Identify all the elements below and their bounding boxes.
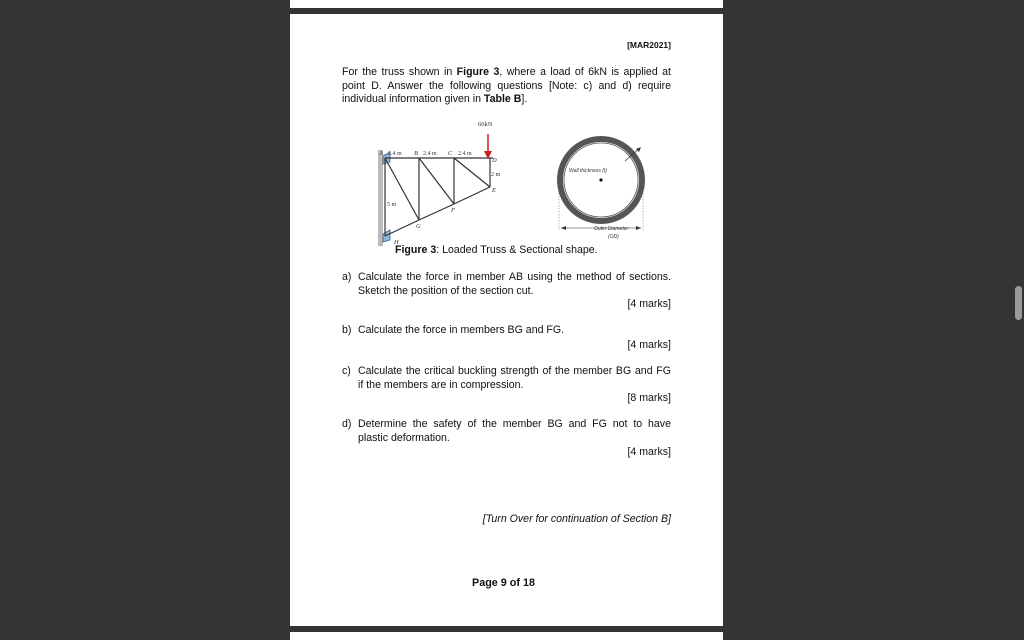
node-d-label: D — [492, 157, 497, 164]
support-h-icon — [383, 230, 390, 242]
figure-reference: Figure 3 — [456, 66, 500, 78]
load-label: 60kN — [478, 121, 493, 128]
question-c — [342, 365, 671, 392]
marks-d: [4 marks] — [627, 446, 671, 458]
node-a-label: A — [379, 150, 383, 157]
table-reference: Table B — [483, 93, 522, 105]
intro-text-3: ]. — [521, 93, 528, 105]
question-label: d) — [342, 418, 352, 430]
od-label: Outer Diameter — [594, 226, 629, 232]
intro-text-2: , where a load of 6kN is applied at point D. Answer the following questions [Note: c) and d) require individual information given in — [342, 66, 671, 105]
wall-thickness-label: Wall thickness (t) — [569, 168, 607, 174]
scrollbar-thumb[interactable] — [1015, 286, 1022, 320]
figure-caption — [395, 244, 598, 256]
question-b — [342, 324, 671, 338]
marks-a: [4 marks] — [627, 298, 671, 310]
question-text: Determine the safety of the member BG and FG not to have plastic deformation. — [358, 418, 671, 444]
question-d — [342, 418, 671, 445]
node-b-label: B — [414, 150, 418, 157]
turn-over-note: [Turn Over for continuation of Section B] — [482, 513, 671, 525]
wall-support — [378, 150, 383, 246]
truss-figure — [378, 118, 658, 248]
marks-c: [8 marks] — [627, 392, 671, 404]
question-intro — [342, 66, 671, 107]
marks-b: [4 marks] — [627, 339, 671, 351]
dim-de-label: 2 m — [491, 172, 501, 178]
question-label: b) — [342, 324, 352, 336]
question-label: c) — [342, 365, 351, 377]
node-h-label: H — [394, 239, 399, 246]
document-page — [290, 14, 723, 626]
question-text: Calculate the force in member AB using the method of sections. Sketch the position of the section cut. — [358, 271, 671, 297]
dim-height-label: 5 m — [387, 202, 397, 208]
node-g-label: G — [416, 223, 421, 230]
question-label: a) — [342, 271, 352, 283]
pipe-center-dot — [599, 178, 602, 181]
node-e-label: E — [492, 187, 496, 194]
intro-text-1: For the truss shown in — [342, 66, 457, 78]
next-page-edge — [290, 632, 723, 640]
question-text: Calculate the force in members BG and FG. — [358, 324, 565, 336]
truss-members — [385, 158, 493, 236]
caption-text: : Loaded Truss & Sectional shape. — [436, 244, 598, 256]
dim-ab-label: 2.4 m — [388, 151, 402, 157]
node-f-label: F — [451, 207, 455, 214]
caption-label: Figure 3 — [395, 244, 437, 256]
pipe-section — [559, 139, 643, 240]
od-abbr-label: (OD) — [608, 234, 619, 240]
question-a — [342, 271, 671, 298]
node-c-label: C — [448, 150, 453, 157]
exam-code: [MAR2021] — [627, 40, 671, 50]
dim-bc-label: 2.4 m — [423, 151, 437, 157]
page-number: Page 9 of 18 — [472, 577, 536, 589]
previous-page-edge — [290, 0, 723, 8]
dim-cd-label: 2.4 m — [458, 151, 472, 157]
question-text: Calculate the critical buckling strength of the member BG and FG if the members are in compression. — [358, 365, 671, 391]
